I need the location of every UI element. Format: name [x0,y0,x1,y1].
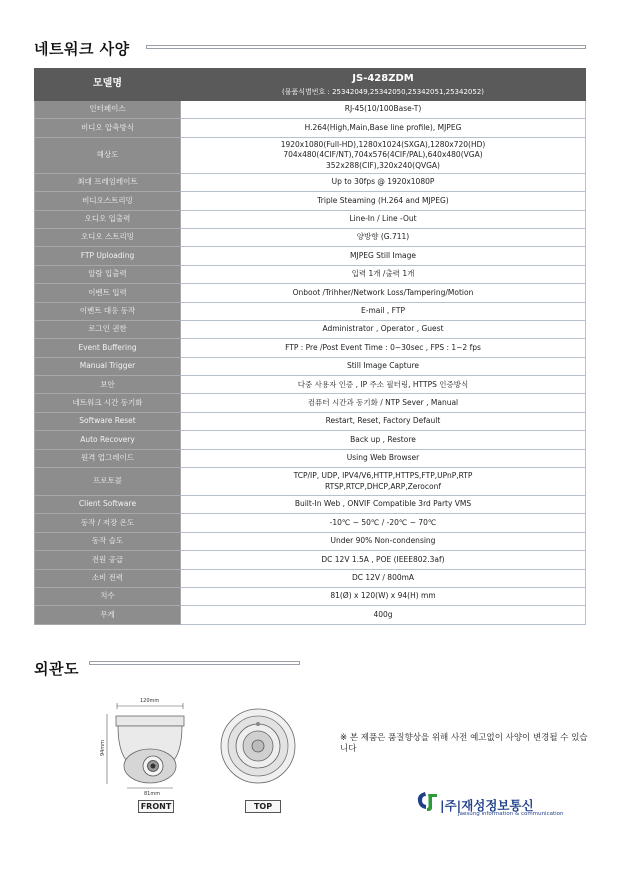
spec-value-line: Using Web Browser [346,453,420,463]
height-dimension-label: 94mm [100,739,107,757]
outline-title: 외관도 [34,660,79,678]
spec-label: 소비 전력 [35,569,181,587]
spec-label: 비디오 압축방식 [35,119,181,137]
spec-label: 원격 업그레이드 [35,449,181,467]
spec-label: 무게 [35,606,181,624]
spec-value-line: MJPEG Still Image [350,250,416,260]
spec-value [181,376,586,394]
spec-label: 이벤트 입력 [35,284,181,302]
spec-label: 최대 프레임레이트 [35,173,181,191]
spec-value-line: RTSP,RTCP,DHCP,ARP,Zeroconf [324,481,442,491]
spec-label: 알람 입출력 [35,265,181,283]
spec-label: 비디오스트리밍 [35,192,181,210]
spec-row [35,551,586,569]
spec-row [35,357,586,375]
spec-value-line: 81(Ø) x 120(W) x 94(H) mm [330,591,436,601]
spec-label: 로그인 권한 [35,320,181,338]
spec-value-line: H.264(High,Main,Base line profile), MJPEG [304,122,462,132]
spec-row [35,302,586,320]
top-view-drawing [218,706,298,786]
spec-value [181,192,586,210]
spec-value [181,320,586,338]
spec-value [181,514,586,532]
spec-value-line: DC 12V 1.5A , POE (IEEE802.3af) [321,554,445,564]
front-caption: FRONT [138,800,174,813]
spec-label: 동작 습도 [35,532,181,550]
spec-value-line: Back up , Restore [350,434,416,444]
spec-label: 치수 [35,587,181,605]
spec-value [181,412,586,430]
spec-value-line: Administrator , Operator , Guest [322,324,444,334]
spec-row [35,606,586,624]
spec-row [35,431,586,449]
spec-row [35,468,586,496]
base-dimension-label: 81mm [144,791,161,797]
spec-value [181,569,586,587]
spec-row [35,173,586,191]
spec-label: 프로토콜 [35,468,181,496]
spec-value-line: 양방향 (G.711) [356,232,410,242]
company-subtitle: Jaesung information & communication [458,811,564,817]
spec-row [35,532,586,550]
spec-value-line: Still Image Capture [346,361,420,371]
title-underline-rule [146,45,586,49]
spec-value-line: 입력 1개 /출력 1개 [351,269,415,279]
spec-value [181,284,586,302]
spec-label: 동작 / 저장 온도 [35,514,181,532]
spec-label: 인터페이스 [35,101,181,119]
spec-value-line: -10℃ ~ 50℃ / -20℃ ~ 70℃ [329,517,437,527]
spec-row [35,284,586,302]
spec-row [35,247,586,265]
spec-label: 해상도 [35,137,181,173]
spec-value [181,532,586,550]
spec-row [35,137,586,173]
spec-value [181,357,586,375]
spec-value [181,606,586,624]
spec-row [35,192,586,210]
spec-value-line: Onboot /Trihher/Network Loss/Tampering/Motion [292,287,474,297]
spec-row [35,376,586,394]
spec-value-line: 다중 사용자 인증 , IP 주소 필터링, HTTPS 인증방식 [297,379,469,389]
top-caption: TOP [245,800,281,813]
spec-value [181,587,586,605]
spec-row [35,101,586,119]
spec-label: 이벤트 대응 동작 [35,302,181,320]
spec-label: Software Reset [35,412,181,430]
spec-value-line: 컴퓨터 시간과 동기화 / NTP Sever , Manual [307,397,459,407]
spec-value-line: FTP : Pre /Post Event Time : 0~30sec , FPS : 1~2 fps [285,342,481,352]
outline-underline-rule [89,661,300,665]
spec-value-line: Restart, Reset, Factory Default [325,416,441,426]
model-label: 모델명 [35,69,181,101]
spec-label: 전원 공급 [35,551,181,569]
spec-value-line: E-mail , FTP [361,305,405,315]
spec-label: Manual Trigger [35,357,181,375]
spec-label: 오디오 스트리밍 [35,228,181,246]
spec-value [181,496,586,514]
spec-value-line: Built-In Web , ONVIF Compatible 3rd Party VMS [294,499,472,509]
spec-row [35,228,586,246]
spec-row [35,496,586,514]
spec-label: Client Software [35,496,181,514]
spec-label: FTP Uploading [35,247,181,265]
spec-value [181,173,586,191]
spec-row [35,394,586,412]
spec-value [181,228,586,246]
spec-value-line: 400g [373,609,393,619]
spec-value-line: 704x480(4CIF/NT),704x576(4CIF/PAL),640x480(VGA) [283,150,483,160]
model-cell [181,69,586,101]
spec-value-line: 1920x1080(Full-HD),1280x1024(SXGA),1280x720(HD) [280,139,486,149]
spec-label: 네트워크 시간 동기화 [35,394,181,412]
spec-value [181,119,586,137]
spec-value [181,339,586,357]
spec-value-line: Under 90% Non-condensing [330,536,436,546]
front-view-drawing [95,700,205,800]
company-name: |주|재성정보통신 [440,798,534,813]
spec-row [35,320,586,338]
spec-value [181,449,586,467]
spec-value-line: DC 12V / 800mA [351,573,415,583]
spec-value-line: Up to 30fps @ 1920x1080P [331,177,435,187]
spec-row [35,412,586,430]
spec-value [181,551,586,569]
spec-value-line: Triple Steaming (H.264 and MJPEG) [317,195,449,205]
spec-value [181,302,586,320]
spec-value-line: 352x288(CIF),320x240(QVGA) [326,160,440,170]
model-id-numbers: (물품식별번호 : 25342049,25342050,25342051,25342052) [281,88,485,96]
spec-table [34,68,586,625]
spec-value-line: TCP/IP, UDP, IPV4/V6,HTTP,HTTPS,FTP,UPnP,RTP [293,471,473,481]
width-dimension-label: 120mm [140,698,160,704]
spec-row [35,569,586,587]
spec-value-line: Line-In / Line -Out [349,214,417,223]
spec-value [181,394,586,412]
network-spec-title: 네트워크 사양 [34,40,130,58]
spec-label: 보안 [35,376,181,394]
spec-label: Auto Recovery [35,431,181,449]
spec-value-line: RJ-45(10/100Base-T) [344,104,422,114]
spec-value [181,137,586,173]
spec-value [181,101,586,119]
company-logo-icon [415,790,439,812]
model-row [35,69,586,101]
spec-label: 오디오 입출력 [35,210,181,228]
spec-row [35,514,586,532]
model-name: JS-428ZDM [352,73,414,84]
spec-change-notice: ※ 본 제품은 품질향상을 위해 사전 예고없이 사양이 변경될 수 있습니다 [340,733,588,754]
spec-label: Event Buffering [35,339,181,357]
spec-value [181,468,586,496]
spec-value [181,431,586,449]
spec-value [181,210,586,228]
spec-row [35,587,586,605]
spec-value [181,247,586,265]
spec-value [181,265,586,283]
spec-row [35,265,586,283]
spec-row [35,339,586,357]
spec-row [35,210,586,228]
spec-row [35,119,586,137]
spec-row [35,449,586,467]
